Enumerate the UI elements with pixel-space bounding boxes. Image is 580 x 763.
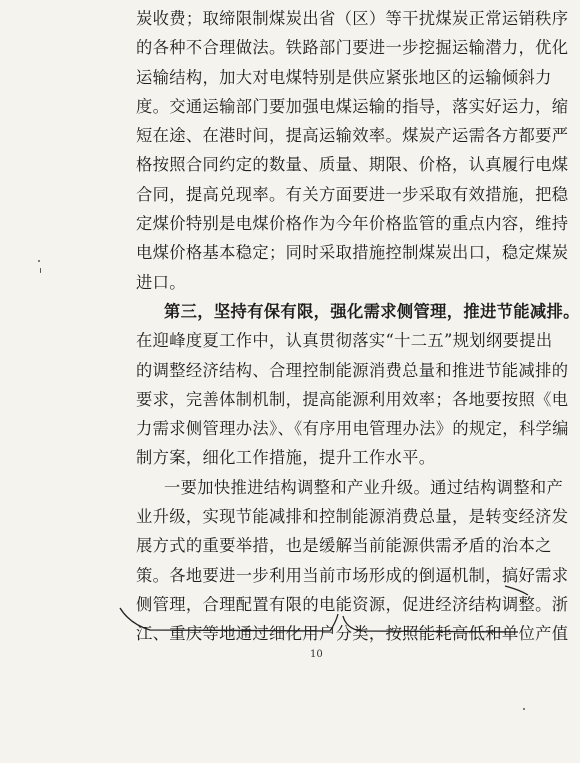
text-line: 格按照合同约定的数量、质量、期限、价格，认真履行电煤 — [136, 155, 569, 175]
text-line: 策。各地要进一步利用当前市场形成的倒逼机制，搞好需求 — [136, 565, 569, 585]
page-number: 10 — [310, 649, 323, 660]
text-line: 江、重庆等地通过细化用户分类，按照能耗高低和单位产值 — [136, 624, 569, 644]
text-line: 要求，完善体制机制，提高能源利用效率；各地要按照《电 — [136, 389, 569, 409]
scan-speck — [523, 708, 525, 710]
text-line: 进口。 — [136, 272, 186, 292]
text-line: 侧管理，合理配置有限的电能资源，促进经济结构调整。浙 — [136, 594, 569, 614]
text-line: 合同，提高兑现率。有关方面要进一步采取有效措施，把稳 — [136, 184, 569, 204]
paragraph-start-line: 一要加快推进结构调整和产业升级。通过结构调整和产 — [164, 477, 564, 497]
scan-speck — [40, 268, 41, 273]
text-line: 业升级，实现节能减排和控制能源消费总量，是转变经济发 — [136, 507, 569, 527]
text-line: 短在途、在港时间，提高运输效率。煤炭产运需各方都要严 — [136, 126, 569, 146]
text-line: 运输结构，加大对电煤特别是供应紧张地区的运输倾斜力 — [136, 67, 552, 87]
text-line: 制方案，细化工作措施，提升工作水平。 — [136, 448, 436, 468]
text-line: 炭收费；取缔限制煤炭出省（区）等干扰煤炭正常运销秩序 — [136, 9, 569, 28]
body-text — [136, 4, 580, 649]
text-line: 定煤价特别是电煤价格作为今年价格监管的重点内容，维持 — [136, 214, 569, 234]
text-line: 力需求侧管理办法》、《有序用电管理办法》的规定，科学编 — [136, 419, 569, 439]
text-line: 在迎峰度夏工作中，认真贯彻落实“十二五”规划纲要提出 — [136, 331, 553, 351]
scan-speck — [38, 260, 40, 262]
text-line: 电煤价格基本稳定；同时采取措施控制煤炭出口，稳定煤炭 — [136, 243, 569, 263]
text-line: 度。交通运输部门要加强电煤运输的指导，落实好运力，缩 — [136, 96, 569, 116]
text-line: 展方式的重要举措，也是缓解当前能源供需矛盾的治本之 — [136, 536, 552, 556]
section-heading-line: 第三，坚持有保有限，强化需求侧管理，推进节能减排。 — [164, 301, 580, 321]
text-line: 的调整经济结构、合理控制能源消费总量和推进节能减排的 — [136, 360, 569, 380]
text-line: 的各种不合理做法。铁路部门要进一步挖掘运输潜力，优化 — [136, 38, 569, 58]
